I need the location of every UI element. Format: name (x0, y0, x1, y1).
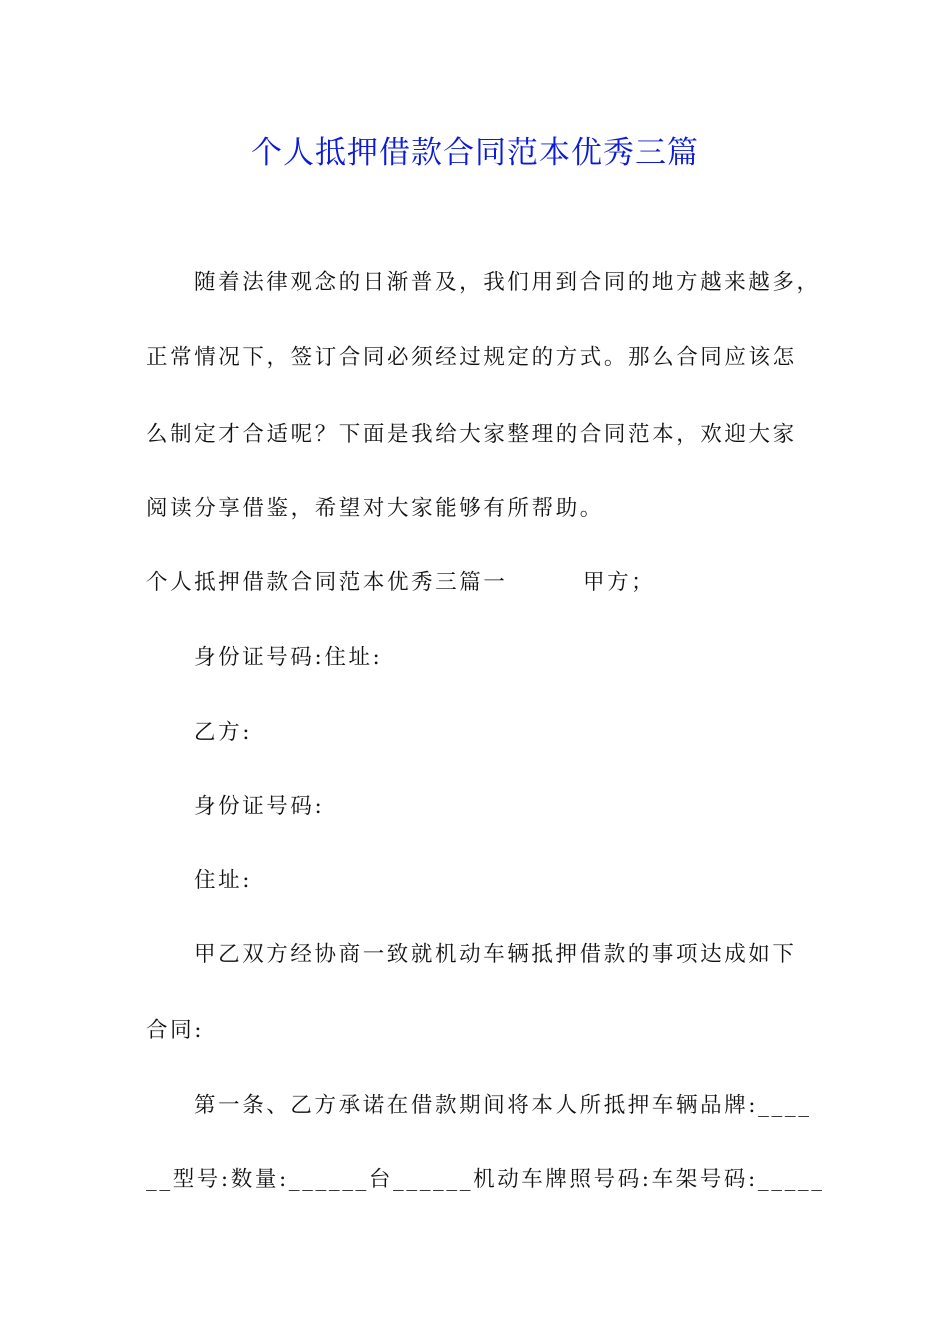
party-b-id-field: 身份证号码: (194, 794, 325, 819)
document-title: 个人抵押借款合同范本优秀三篇 (251, 135, 699, 171)
intro-line-1: 随着法律观念的日渐普及，我们用到合同的地方越来越多， (194, 270, 821, 295)
intro-line-3: 么制定才合适呢？下面是我给大家整理的合同范本，欢迎大家 (146, 422, 797, 447)
agreement-line-1: 甲乙双方经协商一致就机动车辆抵押借款的事项达成如下 (194, 942, 797, 967)
party-a-id-address-field: 身份证号码:住址: (194, 645, 383, 670)
article-1-line-2: __型号:数量:______台______机动车牌照号码:车架号码:_____ (146, 1167, 825, 1192)
party-b-address-field: 住址: (194, 868, 253, 893)
intro-line-4: 阅读分享借鉴，希望对大家能够有所帮助。 (146, 496, 604, 521)
intro-line-2: 正常情况下，签订合同必须经过规定的方式。那么合同应该怎 (146, 345, 797, 370)
section-heading: 个人抵押借款合同范本优秀三篇一 甲方； (146, 570, 656, 595)
agreement-line-2: 合同: (146, 1018, 205, 1043)
party-b-field: 乙方: (194, 720, 253, 745)
article-1-line-1: 第一条、乙方承诺在借款期间将本人所抵押车辆品牌:____ (194, 1093, 812, 1118)
